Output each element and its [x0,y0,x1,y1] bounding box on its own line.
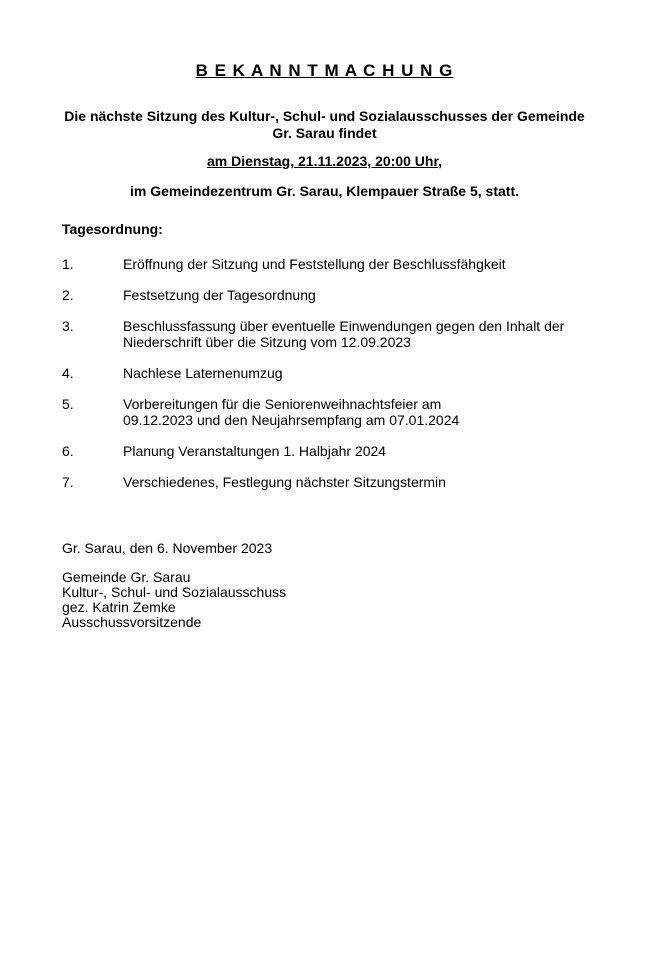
agenda-item-text [123,318,587,350]
agenda-item [62,474,587,490]
agenda-item-text: Festsetzung der Tagesordnung [123,287,316,303]
signature-block [62,570,587,630]
agenda-item-number: 5. [62,396,74,412]
agenda-item-text-line: 09.12.2023 und den Neujahrsempfang am 07.01.2024 [123,412,460,428]
agenda-item [62,365,587,381]
agenda-item-text: Verschiedenes, Festlegung nächster Sitzungstermin [123,474,446,490]
agenda-list [62,256,587,490]
agenda-item-text: Eröffnung der Sitzung und Feststellung der Beschlussfähgkeit [123,256,506,272]
agenda-item [62,318,587,350]
agenda-item-number: 6. [62,443,74,459]
agenda-item [62,396,587,428]
agenda-item-number: 3. [62,318,74,334]
agenda-item-number: 7. [62,474,74,490]
document-title-text: B E K A N N T M A C H U N G [195,61,454,80]
agenda-item-number: 4. [62,365,74,381]
intro-paragraph [62,108,587,142]
signature-line-signer: gez. Katrin Zemke [62,599,176,615]
agenda-heading: Tagesordnung: [62,221,163,237]
place-date-line: Gr. Sarau, den 6. November 2023 [62,540,273,556]
document-title [62,61,587,81]
agenda-item-number: 2. [62,287,74,303]
agenda-item-text-line: Vorbereitungen für die Seniorenweihnachtsfeier am [123,396,442,412]
meeting-datetime [62,153,587,170]
agenda-item-text: Planung Veranstaltungen 1. Halbjahr 2024 [123,443,387,459]
signature-line-organization: Gemeinde Gr. Sarau [62,569,191,585]
agenda-item-number: 1. [62,256,74,272]
agenda-item-text-line: Niederschrift über die Sitzung vom 12.09.2023 [123,334,411,350]
signature-line-role: Ausschussvorsitzende [62,614,202,630]
agenda-item-text [123,396,587,428]
agenda-item [62,443,587,459]
intro-line-1: Die nächste Sitzung des Kultur-, Schul- und Sozialausschusses der Gemeinde [64,108,585,124]
agenda-item-text-line: Beschlussfassung über eventuelle Einwendungen gegen den Inhalt der [123,318,565,334]
announcement-document [0,61,649,955]
agenda-item [62,256,587,272]
agenda-item-text: Nachlese Laternenumzug [123,365,283,381]
agenda-item [62,287,587,303]
meeting-datetime-text: am Dienstag, 21.11.2023, 20:00 Uhr, [206,153,443,169]
intro-line-2: Gr. Sarau findet [272,125,377,141]
signature-line-committee: Kultur-, Schul- und Sozialausschuss [62,584,287,600]
meeting-location: im Gemeindezentrum Gr. Sarau, Klempauer Straße 5, statt. [129,183,519,199]
